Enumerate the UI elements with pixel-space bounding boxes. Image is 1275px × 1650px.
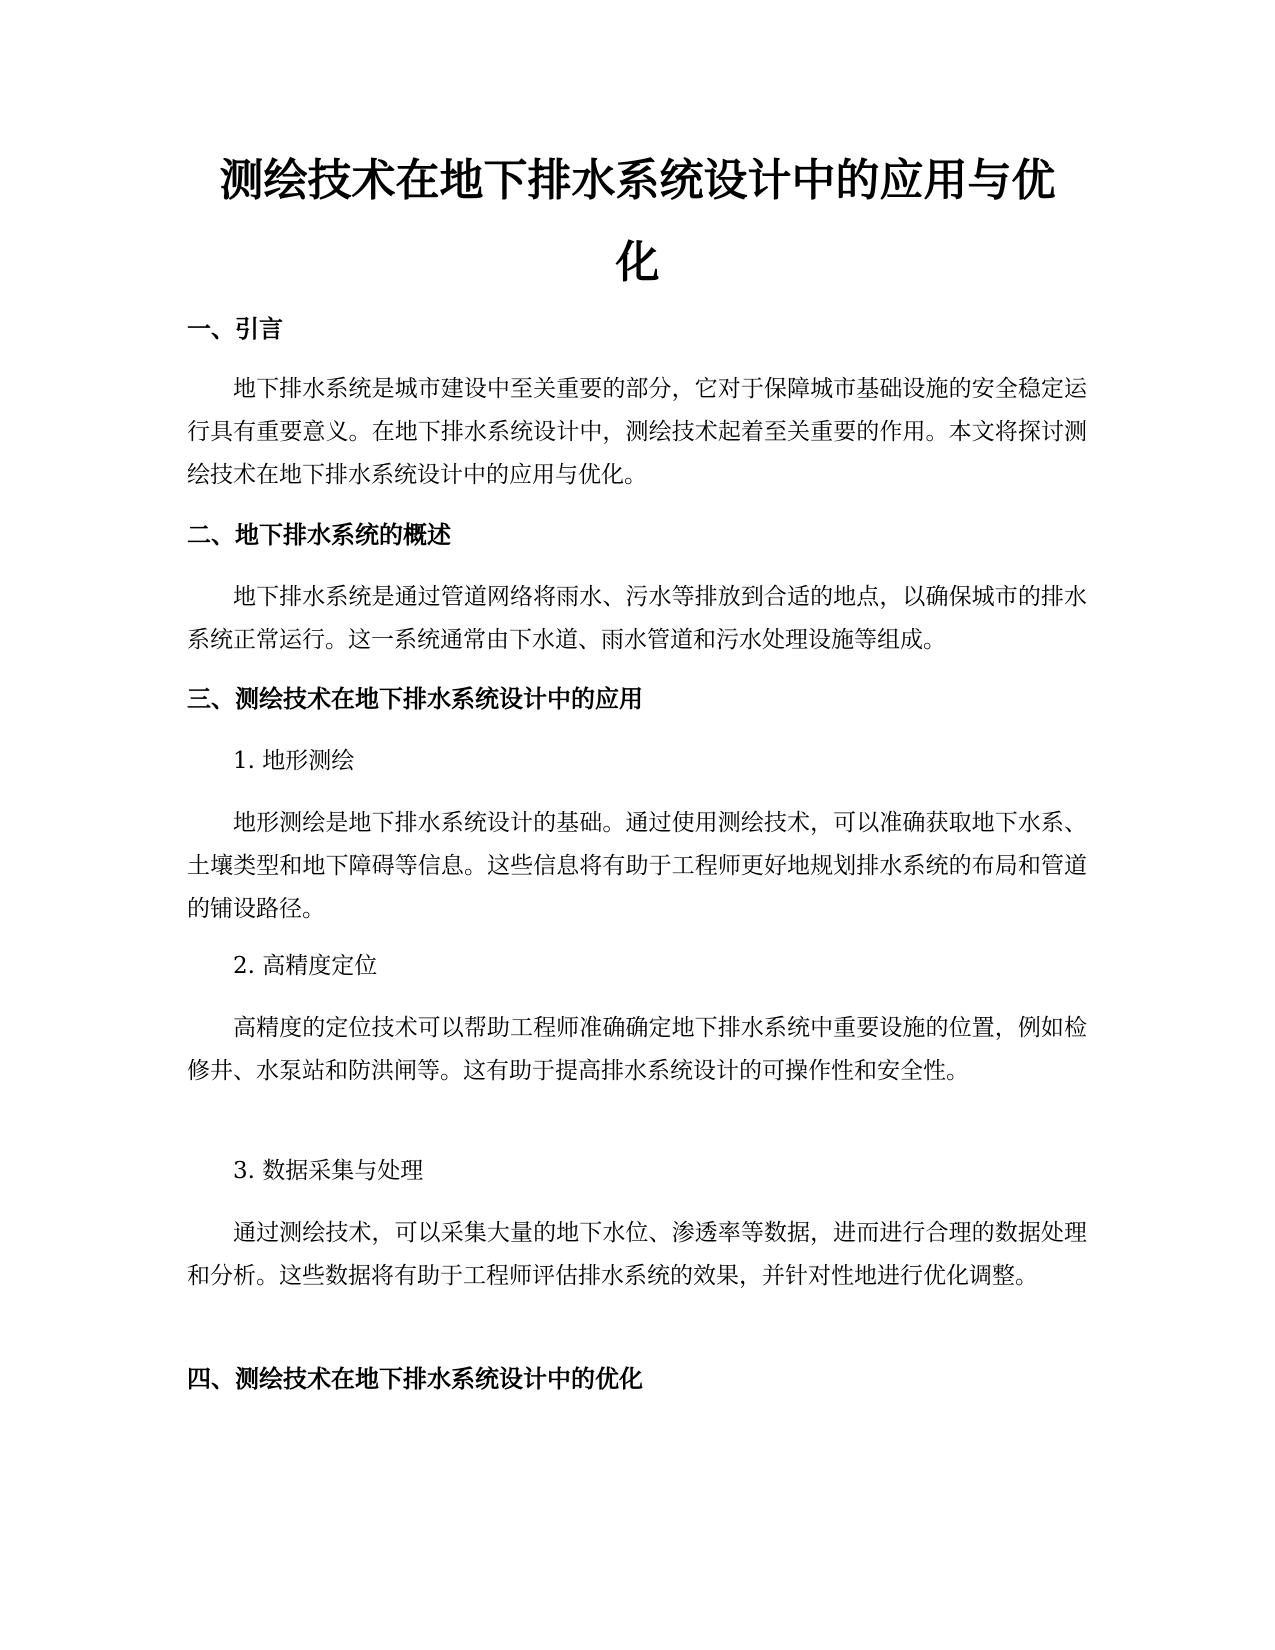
subsection-label-high-precision-positioning: 2. 高精度定位: [233, 953, 378, 979]
subsection-paragraph-data-collection: 通过测绘技术，可以采集大量的地下水位、渗透率等数据，进而进行合理的数据处理和分析。这些数据将有助于工程师评估排水系统的效果，并针对性地进行优化调整。: [187, 1220, 1087, 1289]
section-heading-application: 三、测绘技术在地下排水系统设计中的应用: [187, 685, 643, 713]
section-heading-optimization: 四、测绘技术在地下排水系统设计中的优化: [187, 1365, 643, 1393]
subsection-paragraph-high-precision-positioning: 高精度的定位技术可以帮助工程师准确确定地下排水系统中重要设施的位置，例如检修井、水泵站和防洪闸等。这有助于提高排水系统设计的可操作性和安全性。: [187, 1015, 1087, 1084]
subsection-paragraph-terrain-survey: 地形测绘是地下排水系统设计的基础。通过使用测绘技术，可以准确获取地下水系、土壤类型和地下障碍等信息。这些信息将有助于工程师更好地规划排水系统的布局和管道的铺设路径。: [187, 810, 1087, 922]
section-paragraph-overview: 地下排水系统是通过管道网络将雨水、污水等排放到合适的地点，以确保城市的排水系统正常运行。这一系统通常由下水道、雨水管道和污水处理设施等组成。: [187, 584, 1087, 653]
subsection-label-terrain-survey: 1. 地形测绘: [233, 748, 355, 774]
section-paragraph-introduction: 地下排水系统是城市建设中至关重要的部分，它对于保障城市基础设施的安全稳定运行具有重要意义。在地下排水系统设计中，测绘技术起着至关重要的作用。本文将探讨测绘技术在地下排水系统设计中的应用与优化。: [187, 376, 1087, 488]
section-heading-overview: 二、地下排水系统的概述: [187, 521, 451, 549]
document-title-line-2: 化: [615, 237, 660, 288]
section-heading-introduction: 一、引言: [187, 315, 283, 343]
document-title-line-1: 测绘技术在地下排水系统设计中的应用与优: [219, 155, 1056, 206]
subsection-label-data-collection: 3. 数据采集与处理: [233, 1158, 424, 1184]
